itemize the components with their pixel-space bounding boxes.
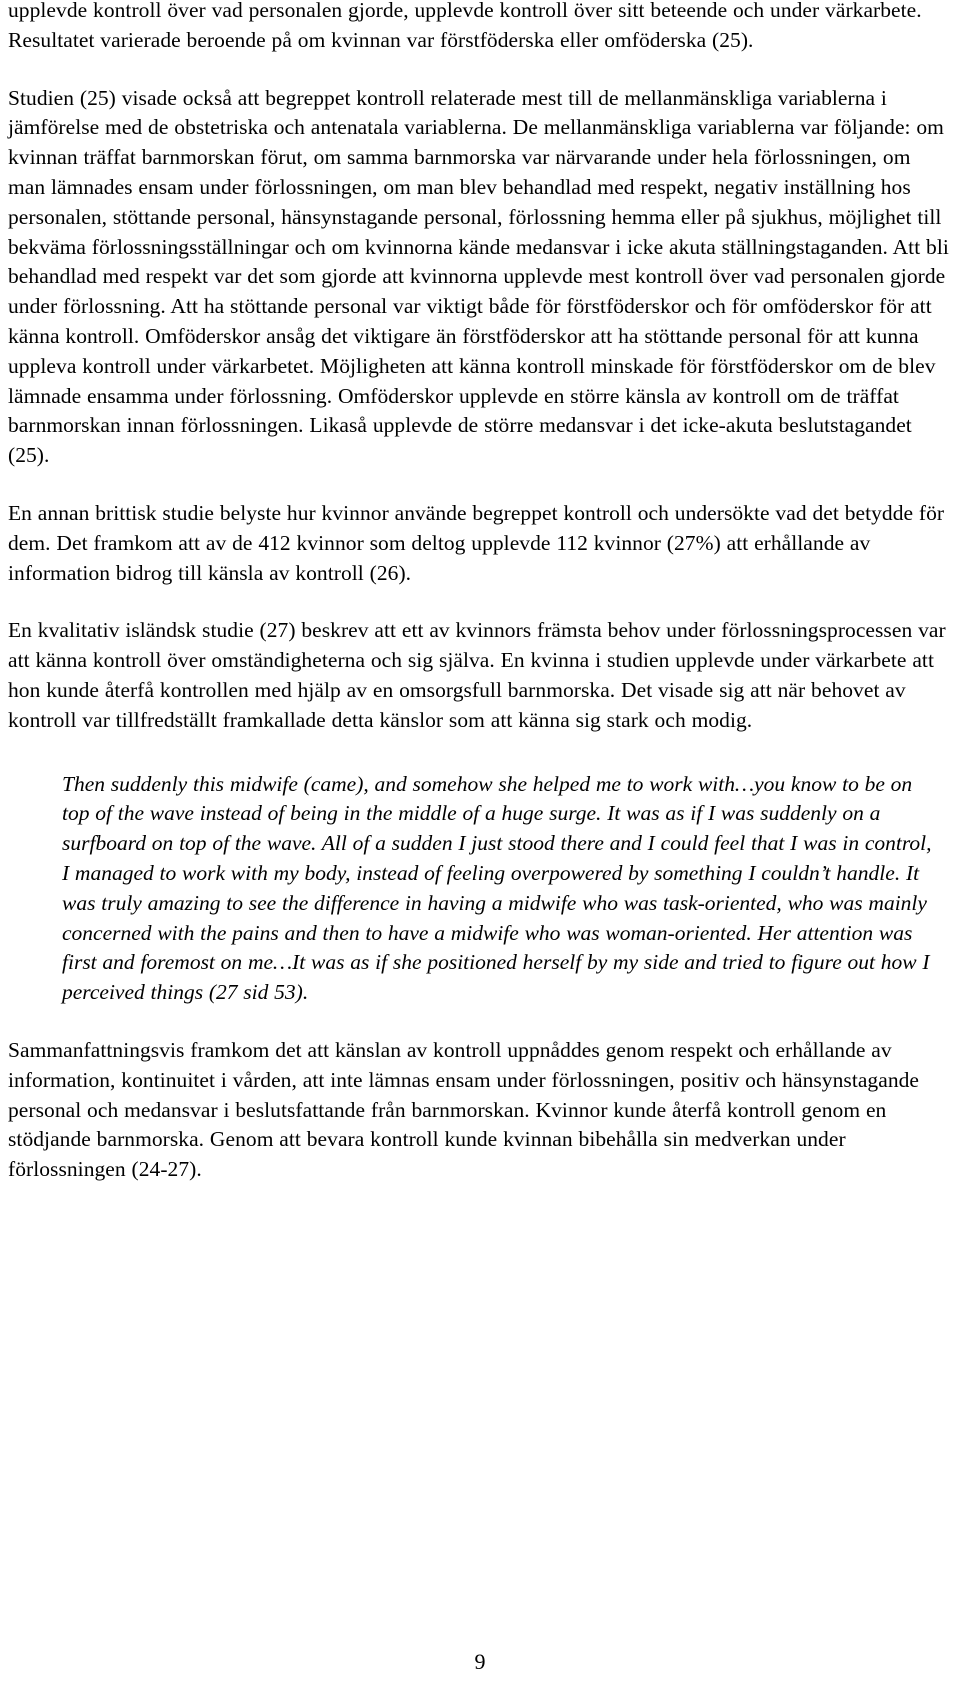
paragraph-interpersonal-variables: Studien (25) visade också att begreppet kontroll relaterade mest till de mellanmänskliga variablerna i jämförelse med de obstetriska och antenatala variablerna. De mellanmänskliga variablerna var följande: om kvinnan träffat barnmorskan förut, om samma barnmorska var närvarande under hela förlossningen, om man lämnades ensam under förlossningen, om man blev behandlad med respekt, negativ inställning hos personalen, stöttande personal, hänsynstagande personal, förlossning hemma eller på sjukhus, möjlighet till bekväma förlossningsställningar och om kvinnorna kände medansvar i icke akuta ställningstaganden. Att bli behandlad med respekt var det som gjorde att kvinnorna upplevde mest kontroll över vad personalen gjorde under förlossning. Att ha stöttande personal var viktigt både för förstföderskor och för omföderskor för att känna kontroll. Omföderskor ansåg det viktigare än förstföderskor att ha stöttande personal för att kunna uppleva kontroll under värkarbetet. Möjligheten att känna kontroll minskade för förstföderskor om de blev lämnade ensamma under förlossning. Omföderskor upplevde en större känsla av kontroll om de träffat barnmorskan innan förlossningen. Likaså upplevde de större medansvar i det icke-akuta beslutstagandet (25). [8,85,949,468]
paragraph-spacer [8,588,952,616]
page-number: 9 [474,1649,486,1674]
block-quote: Then suddenly this midwife (came), and somehow she helped me to work with…you know to be on top of the wave instead of being in the middle of a huge surge. It was as if I was suddenly on a surfboard on top of the wave. All of a sudden I just stood there and I could feel that I was in control, I managed to work with my body, instead of feeling overpowered by something I couldn’t handle. It was truly amazing to see the difference in having a midwife who was task-oriented, who was mainly concerned with the pains and then to have a midwife who was woman-oriented. Her attention was first and foremost on me…It was as if she positioned herself by my side and tried to figure out how I perceived things (27 sid 53). [62,771,932,1005]
document-page [8,0,952,1185]
paragraph-spacer [8,56,952,84]
paragraph-spacer [8,736,952,770]
paragraph-british-study: En annan brittisk studie belyste hur kvinnor använde begreppet kontroll och undersökte vad det betydde för dem. Det framkom att av de 412 kvinnor som deltog upplevde 112 kvinnor (27%) att erhållande av information bidrog till känsla av kontroll (26). [8,500,945,585]
paragraph-summary: Sammanfattningsvis framkom det att känslan av kontroll uppnåddes genom respekt och erhållande av information, kontinuitet i vården, att inte lämnas ensam under förlossningen, positiv och hänsynstagande personal och medansvar i beslutsfattande från barnmorskan. Kvinnor kunde återfå kontroll genom en stödjande barnmorska. Genom att bevara kontroll kunde kvinnan bibehålla sin medverkan under förlossningen (24-27). [8,1037,920,1182]
paragraph-control-results: upplevde kontroll över vad personalen gjorde, upplevde kontroll över sitt beteende och under värkarbete. Resultatet varierade beroende på om kvinnan var förstföderska eller omföderska (25). [8,0,922,52]
paragraph-spacer [8,471,952,499]
paragraph-icelandic-study: En kvalitativ isländsk studie (27) beskrev att ett av kvinnors främsta behov under förlossningsprocessen var att känna kontroll över omständigheterna och sig själva. En kvinna i studien upplevde under värkarbete att hon kunde återfå kontrollen med hjälp av en omsorgsfull barnmorska. Det visade sig att när behovet av kontroll var tillfredställt framkallade detta känslor som att känna sig stark och modig. [8,618,946,732]
paragraph-spacer [8,1008,952,1036]
